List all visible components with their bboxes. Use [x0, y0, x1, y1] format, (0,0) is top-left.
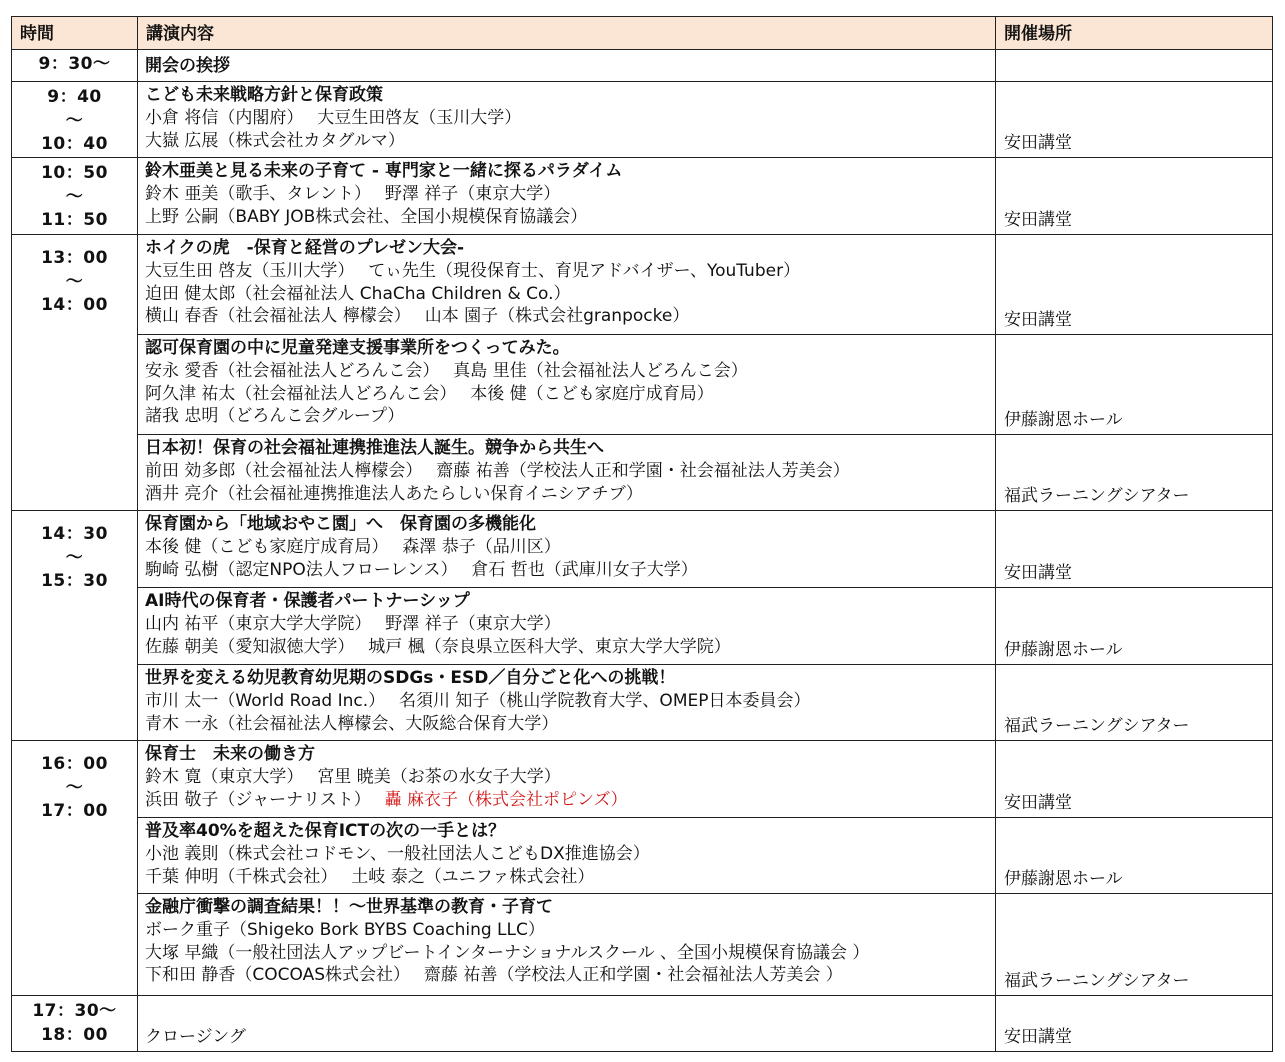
- speaker-line: 鈴木 亜美（歌手、タレント） 野澤 祥子（東京大学）: [145, 183, 561, 204]
- speaker-line: 浜田 敬子（ジャーナリスト） 轟 麻衣子（株式会社ポピンズ）: [145, 789, 628, 810]
- venue-cell: 安田講堂: [996, 158, 1273, 235]
- content-cell: [138, 511, 996, 588]
- speaker-line: 迫田 健太郎（社会福祉法人 ChaCha Children & Co.）: [145, 283, 571, 304]
- venue-cell: 伊藤謝恩ホール: [996, 588, 1273, 665]
- speaker-line: 安永 愛香（社会福祉法人どろんこ会） 真島 里佳（社会福祉法人どろんこ会）: [145, 360, 748, 381]
- header-content: 講演内容: [138, 17, 996, 50]
- session-title: 保育士 未来の働き方: [145, 744, 315, 764]
- venue-cell: 安田講堂: [996, 741, 1273, 818]
- content-cell: [138, 588, 996, 665]
- speaker-line: 大豆生田 啓友（玉川大学） てぃ先生（現役保育士、育児アドバイザー、YouTuber）: [145, 260, 801, 281]
- content-cell: [138, 894, 996, 996]
- table-row: [12, 818, 1273, 894]
- speaker-line: 酒井 亮介（社会福祉連携推進法人あたらしい保育イニシアチブ）: [145, 483, 643, 504]
- session-title: 金融庁衝撃の調査結果！！～世界基準の教育・子育て: [145, 897, 553, 917]
- speaker-line: 大塚 早織（一般社団法人アップビートインターナショナルスクール 、全国小規模保育協議会 ）: [145, 942, 870, 963]
- session-title: 鈴木亜美と見る未来の子育て - 専門家と一緒に探るパラダイム: [145, 161, 623, 181]
- speaker-line: 駒崎 弘樹（認定NPO法人フローレンス） 倉石 哲也（武庫川女子大学）: [145, 559, 698, 580]
- venue-cell: 安田講堂: [996, 235, 1273, 335]
- table-row: [12, 894, 1273, 996]
- time-cell: 10：50 ～ 11：50: [12, 158, 138, 235]
- table-row: [12, 435, 1273, 511]
- table-row: [12, 511, 1273, 588]
- time-cell: 14：30 ～ 15：30: [12, 511, 138, 741]
- table-row: [12, 235, 1273, 335]
- speaker-line: 市川 太一（World Road Inc.） 名須川 知子（桃山学院教育大学、OMEP日本委員会）: [145, 690, 811, 711]
- speaker-line: ボーク重子（Shigeko Bork BYBS Coaching LLC）: [145, 919, 545, 940]
- venue-cell: 伊藤謝恩ホール: [996, 818, 1273, 894]
- speaker-line: 小倉 将信（内閣府） 大豆生田啓友（玉川大学）: [145, 107, 522, 128]
- session-title: AI時代の保育者・保護者パートナーシップ: [145, 591, 470, 611]
- speaker-line: 山内 祐平（東京大学大学院） 野澤 祥子（東京大学）: [145, 613, 561, 634]
- speaker-line: 前田 効多郎（社会福祉法人檸檬会） 齋藤 祐善（学校法人正和学園・社会福祉法人芳美会）: [145, 460, 850, 481]
- speaker-line: 下和田 静香（COCOAS株式会社） 齋藤 祐善（学校法人正和学園・社会福祉法人芳美会 ）: [145, 965, 843, 986]
- header-row: [12, 17, 1273, 50]
- table-row: [12, 158, 1273, 235]
- venue-cell: [996, 50, 1273, 82]
- venue-cell: 安田講堂: [996, 82, 1273, 158]
- time-cell: 9：30～: [12, 50, 138, 82]
- content-cell: [138, 82, 996, 158]
- speaker-line: 千葉 伸明（千株式会社） 土岐 泰之（ユニファ株式会社）: [145, 866, 595, 887]
- table-row: [12, 665, 1273, 741]
- content-cell: [138, 818, 996, 894]
- session-title: こども未来戦略方針と保育政策: [145, 85, 383, 105]
- speaker-line: 横山 春香（社会福祉法人 檸檬会） 山本 園子（株式会社granpocke）: [145, 306, 690, 327]
- header-venue: 開催場所: [996, 17, 1273, 50]
- speaker-line: 鈴木 寛（東京大学） 宮里 暁美（お茶の水女子大学）: [145, 766, 561, 787]
- content-cell: [138, 741, 996, 818]
- time-cell: 16：00 ～ 17：00: [12, 741, 138, 996]
- time-cell: 9：40 ～ 10：40: [12, 82, 138, 158]
- schedule-table: [11, 16, 1273, 1052]
- venue-cell: 福武ラーニングシアター: [996, 665, 1273, 741]
- closing-label: クロージング: [145, 1027, 246, 1048]
- session-title: 開会の挨拶: [145, 56, 230, 76]
- speaker-line: 青木 一永（社会福祉法人檸檬会、大阪総合保育大学）: [145, 713, 559, 734]
- speaker-line: 佐藤 朝美（愛知淑徳大学） 城戸 楓（奈良県立医科大学、東京大学大学院）: [145, 636, 731, 657]
- table-row: [12, 588, 1273, 665]
- session-title: ホイクの虎 -保育と経営のプレゼン大会-: [145, 238, 465, 258]
- speaker-line: 諸我 忠明（どろんこ会グループ）: [145, 406, 405, 427]
- venue-cell: 安田講堂: [996, 996, 1273, 1052]
- speaker-line: 大嶽 広展（株式会社カタグルマ）: [145, 130, 405, 151]
- content-cell: [138, 335, 996, 435]
- session-title: 保育園から「地域おやこ園」へ 保育園の多機能化: [145, 514, 536, 534]
- content-cell: [138, 158, 996, 235]
- header-time: 時間: [12, 17, 138, 50]
- venue-cell: 福武ラーニングシアター: [996, 894, 1273, 996]
- content-cell: [138, 665, 996, 741]
- table-row: [12, 996, 1273, 1052]
- content-cell: [138, 435, 996, 511]
- speaker-line: 小池 義則（株式会社コドモン、一般社団法人こどもDX推進協会）: [145, 843, 650, 864]
- session-title: 普及率40%を超えた保育ICTの次の一手とは？: [145, 821, 506, 841]
- content-cell: [138, 235, 996, 335]
- time-cell: 13：00 ～ 14：00: [12, 235, 138, 511]
- table-row: [12, 335, 1273, 435]
- venue-cell: 福武ラーニングシアター: [996, 435, 1273, 511]
- content-cell: [138, 50, 996, 82]
- session-title: 認可保育園の中に児童発達支援事業所をつくってみた。: [145, 338, 570, 358]
- venue-cell: 安田講堂: [996, 511, 1273, 588]
- table-row: [12, 741, 1273, 818]
- time-cell: 17：30～ 18：00: [12, 996, 138, 1052]
- speaker-line: 阿久津 祐太（社会福祉法人どろんこ会） 本後 健（こども家庭庁成育局）: [145, 383, 714, 404]
- session-title: 世界を変える幼児教育幼児期のSDGs・ESD／自分ごと化への挑戦！: [145, 668, 676, 688]
- table-row: [12, 82, 1273, 158]
- speaker-line: 上野 公嗣（BABY JOB株式会社、全国小規模保育協議会）: [145, 206, 588, 227]
- table-row: [12, 50, 1273, 82]
- content-cell: [138, 996, 996, 1052]
- speaker-line: 本後 健（こども家庭庁成育局） 森澤 恭子（品川区）: [145, 536, 561, 557]
- session-title: 日本初！保育の社会福祉連携推進法人誕生。競争から共生へ: [145, 438, 604, 458]
- highlighted-speaker: 轟 麻衣子（株式会社ポピンズ）: [384, 789, 628, 810]
- venue-cell: 伊藤謝恩ホール: [996, 335, 1273, 435]
